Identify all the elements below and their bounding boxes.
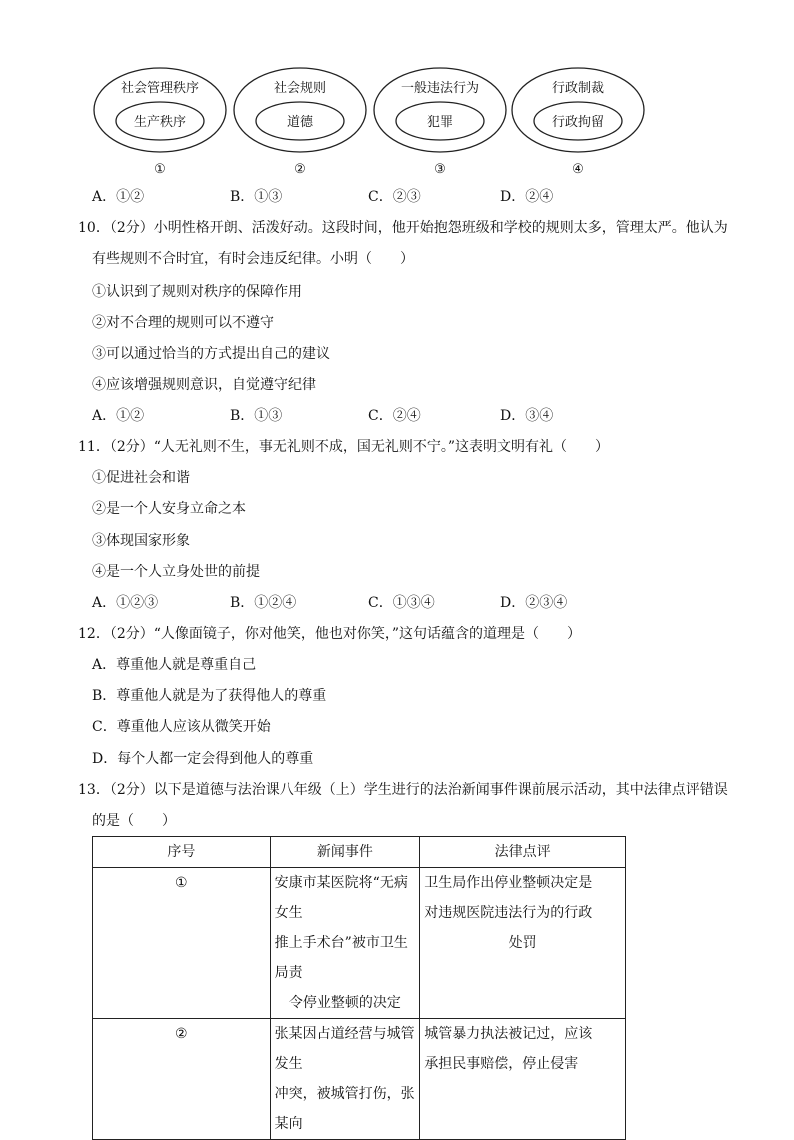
- q10-option-c: C．②④: [368, 408, 421, 424]
- q10-item-3: ③可以通过恰当的方式提出自己的建议: [92, 346, 330, 362]
- inner-label: 生产秩序: [133, 115, 187, 130]
- q10-stem-line2: 有些规则不合时宜，有时会违反纪律。小明（ ）: [92, 251, 414, 267]
- diagram-number: ③: [434, 162, 446, 177]
- event-line: 张某因占道经营与城管发生: [274, 1026, 415, 1072]
- q10-option-b: B．①③: [230, 408, 283, 424]
- q10-stem-line1: 10．（2分）小明性格开朗、活泼好动。这段时间，他开始抱怨班级和学校的规则太多，管理太严。他认为: [78, 220, 728, 236]
- q10-option-d: D．③④: [500, 408, 554, 424]
- q13-stem-line1: 13．（2分）以下是道德与法治课八年级（上）学生进行的法治新闻事件课前展示活动，其中法律点评错误: [78, 782, 728, 798]
- row-event: [270, 1019, 420, 1140]
- q10-item-4: ④应该增强规则意识，自觉遵守纪律: [92, 377, 316, 393]
- outer-label: 行政制裁: [551, 81, 605, 96]
- comment-line: 处罚: [508, 935, 537, 951]
- table-row: [93, 868, 626, 1019]
- q9-option-d: D．②④: [500, 189, 554, 205]
- comment-line: 承担民事赔偿，停止侵害: [424, 1056, 579, 1072]
- q11-item-2: ②是一个人安身立命之本: [92, 501, 246, 517]
- diagram-number: ②: [294, 162, 306, 177]
- nested-ellipse-diagram: [0, 0, 794, 180]
- table-header-row: [93, 837, 626, 868]
- q11-option-b: B．①②④: [230, 595, 297, 611]
- diagram-item-4: [512, 68, 644, 152]
- inner-label: 道德: [286, 115, 314, 130]
- q12-option-a: A．尊重他人就是尊重自己: [92, 657, 257, 673]
- diagram-number: ①: [154, 162, 166, 177]
- event-line: 安康市某医院将“无病女生: [274, 875, 408, 921]
- row-number: ②: [93, 1019, 271, 1140]
- q11-item-1: ①促进社会和谐: [92, 470, 190, 486]
- header-comment: 法律点评: [420, 837, 626, 868]
- q9-option-a: A．①②: [92, 189, 145, 205]
- q11-item-3: ③体现国家形象: [92, 533, 190, 549]
- q12-option-c: C．尊重他人应该从微笑开始: [92, 719, 271, 735]
- row-comment: [420, 868, 626, 1019]
- row-comment: [420, 1019, 626, 1140]
- outer-label: 一般违法行为: [400, 81, 480, 96]
- header-event: 新闻事件: [270, 837, 420, 868]
- q13-stem-line2: 的是（ ）: [92, 813, 176, 829]
- diagram-item-3: [374, 68, 506, 152]
- event-line: 冲突，被城管打伤，张某向: [274, 1086, 415, 1132]
- news-table: [92, 836, 626, 1140]
- row-number: ①: [93, 868, 271, 1019]
- q11-option-d: D．②③④: [500, 595, 568, 611]
- q10-item-2: ②对不合理的规则可以不遵守: [92, 315, 274, 331]
- q12-option-d: D．每个人都一定会得到他人的尊重: [92, 751, 314, 767]
- inner-label: 犯罪: [426, 115, 454, 130]
- event-line: 令停业整顿的决定: [288, 995, 401, 1011]
- inner-label: 行政拘留: [551, 115, 605, 130]
- table-row: [93, 1019, 626, 1140]
- event-line: 推上手术台”被市卫生局责: [274, 935, 408, 981]
- q9-option-c: C．②③: [368, 189, 421, 205]
- outer-label: 社会规则: [273, 81, 327, 96]
- q12-stem: 12．（2分）“人像面镜子，你对他笑，他也对你笑，”这句话蕴含的道理是（ ）: [78, 626, 582, 642]
- header-number: 序号: [93, 837, 271, 868]
- row-event: [270, 868, 420, 1019]
- diagram-item-1: [94, 68, 226, 152]
- q9-option-b: B．①③: [230, 189, 283, 205]
- diagram-item-2: [234, 68, 366, 152]
- q11-item-4: ④是一个人立身处世的前提: [92, 564, 260, 580]
- comment-line: 卫生局作出停业整顿决定是: [424, 875, 593, 891]
- q11-option-c: C．①③④: [368, 595, 435, 611]
- q10-item-1: ①认识到了规则对秩序的保障作用: [92, 284, 302, 300]
- q10-option-a: A．①②: [92, 408, 145, 424]
- q11-option-a: A．①②③: [92, 595, 159, 611]
- outer-label: 社会管理秩序: [120, 81, 200, 96]
- comment-line: 城管暴力执法被记过，应该: [424, 1026, 593, 1042]
- comment-line: 对违规医院违法行为的行政: [424, 905, 593, 921]
- diagram-number: ④: [572, 162, 584, 177]
- q11-stem: 11．（2分）“人无礼则不生，事无礼则不成，国无礼则不宁。”这表明文明有礼（ ）: [78, 439, 610, 455]
- q12-option-b: B．尊重他人就是为了获得他人的尊重: [92, 688, 327, 704]
